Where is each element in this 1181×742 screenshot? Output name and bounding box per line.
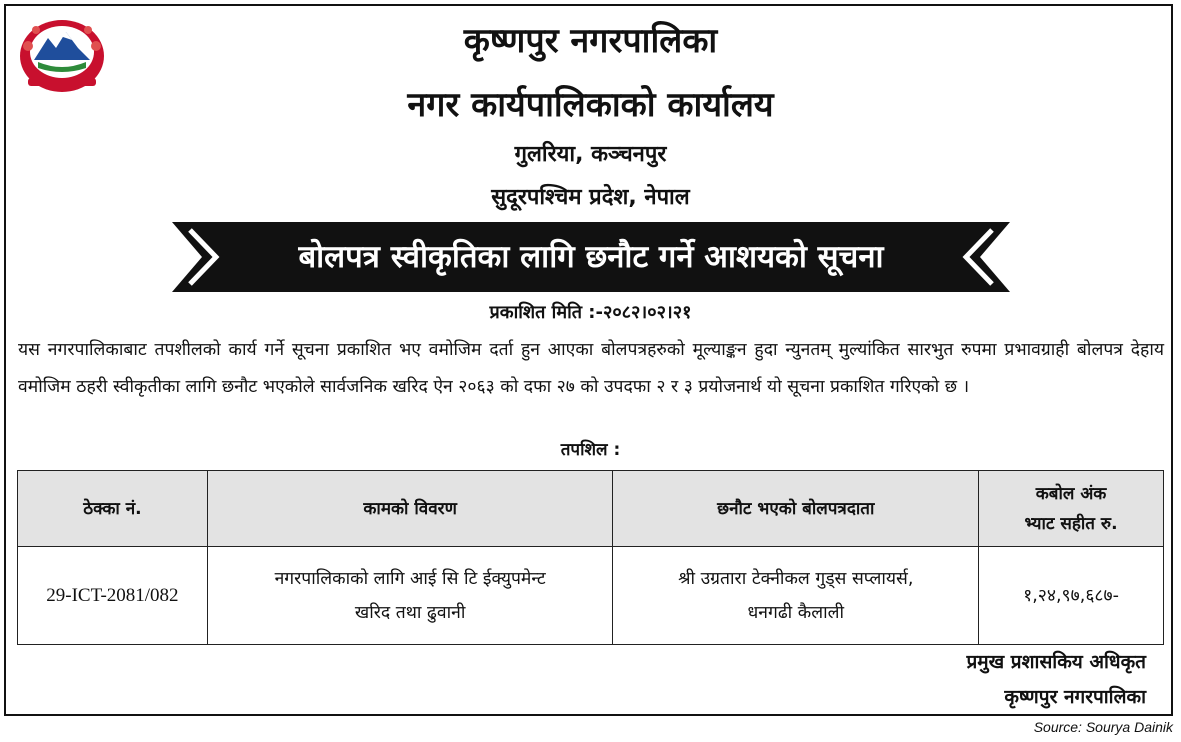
header-bid-amount-line2: भ्याट सहीत रु. — [1024, 513, 1118, 534]
source-credit: Source: Sourya Dainik — [1033, 719, 1173, 735]
work-description-line2: खरिद तथा ढुवानी — [354, 602, 466, 623]
bidder-line1: श्री उग्रतारा टेक्नीकल गुड्स सप्लायर्स, — [678, 568, 914, 589]
cell-selected-bidder — [613, 547, 979, 645]
cell-contract-no: 29-ICT-2081/082 — [18, 547, 208, 645]
office-name: नगर कार्यपालिकाको कार्यालय — [407, 85, 774, 125]
signatory-org: कृष्णपुर नगरपालिका — [1004, 686, 1146, 708]
cell-work-description — [207, 547, 613, 645]
signatory-title: प्रमुख प्रशासकिय अधिकृत — [966, 651, 1146, 673]
table-row — [18, 547, 1164, 645]
header-contract-no: ठेक्का नं. — [18, 471, 208, 547]
details-label: तपशिल : — [560, 440, 621, 460]
table-header-row — [18, 471, 1164, 547]
province-country: सुदूरपश्चिम प्रदेश, नेपाल — [491, 185, 690, 210]
award-table — [17, 470, 1164, 645]
cell-bid-amount: १,२४,९७,६८७- — [979, 547, 1164, 645]
office-address: गुलरिया, कञ्चनपुर — [514, 142, 667, 167]
bidder-line2: धनगढी कैलाली — [747, 602, 845, 623]
municipality-name: कृष्णपुर नगरपालिका — [463, 21, 718, 61]
header-selected-bidder: छनौट भएको बोलपत्रदाता — [613, 471, 979, 547]
header-bid-amount — [979, 471, 1164, 547]
work-description-line1: नगरपालिकाको लागि आई सि टि ईक्युपमेन्ट — [274, 568, 546, 589]
published-date: प्रकाशित मिति :-२०८२।०२।२१ — [489, 302, 692, 323]
header-work-description: कामको विवरण — [207, 471, 613, 547]
notice-title: बोलपत्र स्वीकृतिका लागि छनौट गर्ने आशयको सूचना — [298, 239, 884, 275]
header-bid-amount-line1: कबोल अंक — [1035, 483, 1107, 504]
notice-body: यस नगरपालिकाबाट तपशीलको कार्य गर्ने सूचना प्रकाशित भए वमोजिम दर्ता हुन आएका बोलपत्रहरुको मूल्याङ्कन हुदा न्युनतम् मुल्यांकित सारभुत रुपमा प्रभावग्राही बोलपत्र देहाय वमोजिम ठहरी स्वीकृतीका लागि छनौट भएकोले सार्वजनिक खरिद ऐन २०६३ को दफा २७ को उपदफा २ र ३ प्रयोजनार्थ यो सूचना प्रकाशित गरिएको छ । — [18, 340, 1164, 397]
